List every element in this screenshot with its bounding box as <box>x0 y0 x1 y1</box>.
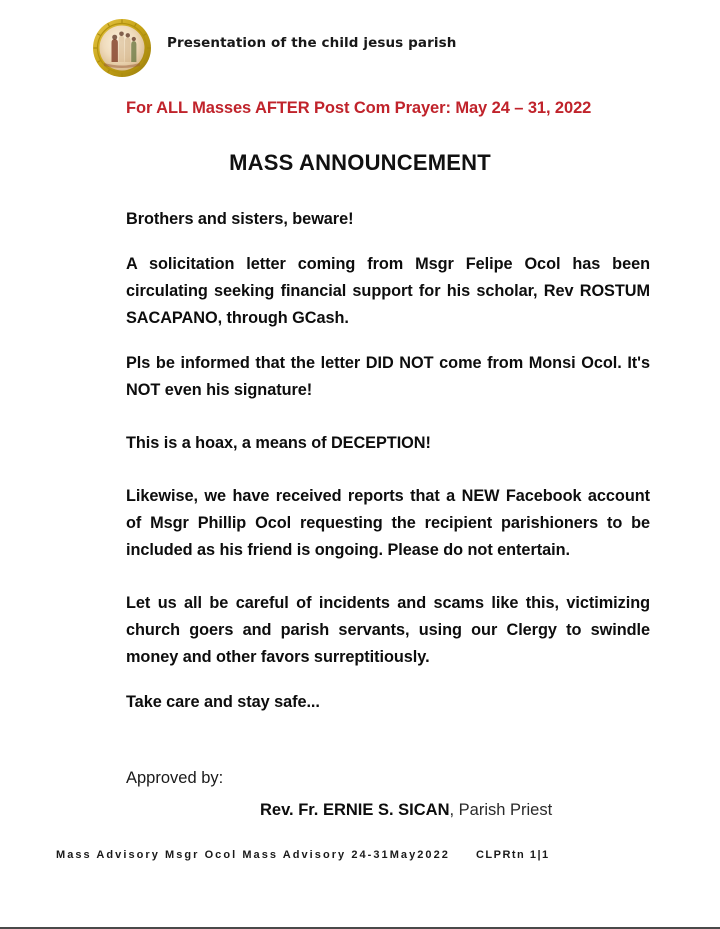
document-body <box>126 206 650 734</box>
page-title: MASS ANNOUNCEMENT <box>229 150 491 175</box>
paragraph: Likewise, we have received reports that a NEW Facebook account of Msgr Phillip Ocol requesting the recipient parishioners to be included as his friend is ongoing. Please do not entertain. <box>126 487 650 559</box>
paragraph: Brothers and sisters, beware! <box>126 210 354 228</box>
footer-reference: Mass Advisory Msgr Ocol Mass Advisory 24-31May2022 <box>56 849 450 861</box>
paragraph: Take care and stay safe... <box>126 693 320 711</box>
signatory-role: , Parish Priest <box>449 801 553 819</box>
parish-name: Presentation of the child jesus parish <box>167 35 457 51</box>
paragraph: This is a hoax, a means of DECEPTION! <box>126 434 431 452</box>
signatory-row <box>126 798 650 822</box>
paragraph: Pls be informed that the letter DID NOT come from Monsi Ocol. It's NOT even his signature! <box>126 354 650 399</box>
parish-seal-icon <box>92 18 152 78</box>
footer-page-code: CLPRtn 1|1 <box>475 849 550 861</box>
signatory-name: Rev. Fr. ERNIE S. SICAN <box>260 801 450 819</box>
signature-block <box>126 766 650 822</box>
document-footer <box>56 849 676 861</box>
document-header <box>0 14 720 84</box>
approved-by-label: Approved by: <box>126 769 224 787</box>
paragraph: A solicitation letter coming from Msgr Felipe Ocol has been circulating seeking financial support for his scholar, Rev ROSTUM SACAPANO, through GCash. <box>126 255 650 327</box>
paragraph: Let us all be careful of incidents and scams like this, victimizing church goers and parish servants, using our Clergy to swindle money and other favors surreptitiously. <box>126 594 650 666</box>
advisory-schedule-line: For ALL Masses AFTER Post Com Prayer: May 24 – 31, 2022 <box>126 99 592 117</box>
